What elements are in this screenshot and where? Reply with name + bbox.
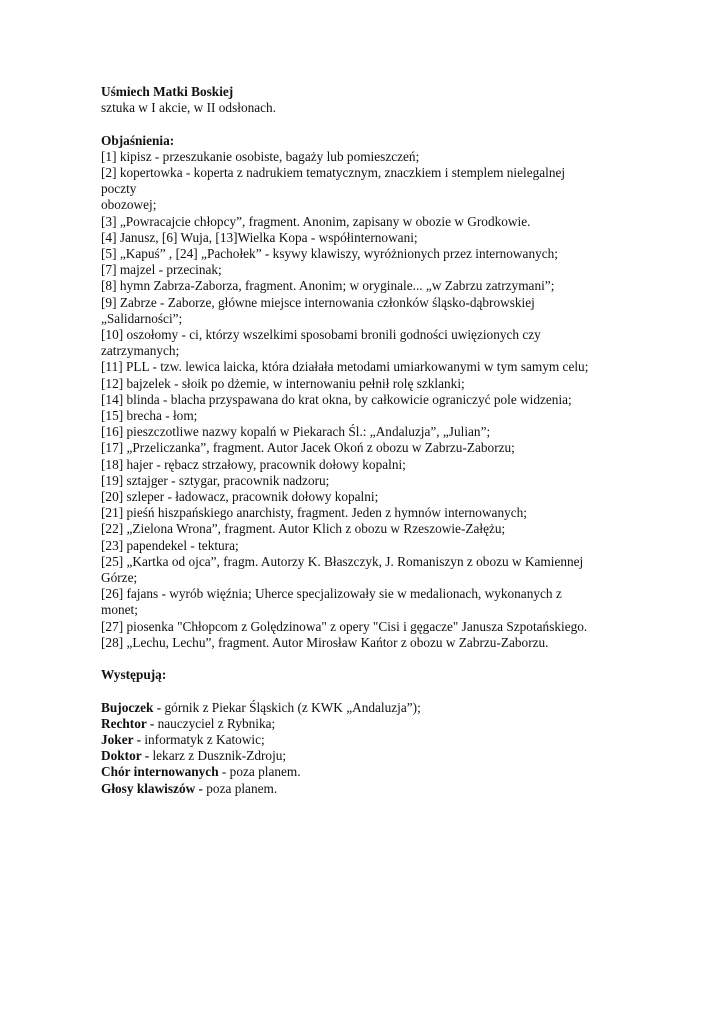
spacer [101, 651, 661, 667]
character-name: Bujoczek - [101, 699, 162, 715]
cast-entry [101, 716, 661, 732]
cast-entry [101, 732, 661, 748]
note-line: [9] Zabrze - Zaborze, główne miejsce internowania członków śląsko-dąbrowskiej [101, 294, 535, 310]
play-title: Uśmiech Matki Boskiej [101, 84, 234, 99]
note-line: [19] sztajger - sztygar, pracownik nadzoru; [101, 472, 330, 488]
note-line: Górze; [101, 570, 138, 586]
note-line: [10] oszołomy - ci, którzy wszelkimi sposobami bronili godności uwięzionych czy [101, 327, 541, 343]
note-line: [11] PLL - tzw. lewica laicka, która działała metodami umiarkowanymi w tym samym celu; [101, 359, 589, 375]
note-line: [3] „Powracajcie chłopcy”, fragment. Anonim, zapisany w obozie w Grodkowie. [101, 213, 531, 229]
play-subtitle: sztuka w I akcie, w II odsłonach. [101, 100, 277, 116]
cast-entry [101, 781, 661, 797]
spacer [101, 116, 661, 132]
note-line: [22] „Zielona Wrona”, fragment. Autor Klich z obozu w Rzeszowie-Załężu; [101, 521, 506, 537]
note-line: [28] „Lechu, Lechu”, fragment. Autor Mirosław Kańtor z obozu w Zabrzu-Zaborzu. [101, 634, 549, 650]
note-line: [12] bajzelek - słoik po dżemie, w internowaniu pełnił rolę szklanki; [101, 375, 465, 391]
cast-entry [101, 764, 661, 780]
spacer [101, 683, 661, 699]
cast-entry [101, 700, 661, 716]
note-line: monet; [101, 602, 138, 618]
note-line: [23] papendekel - tektura; [101, 537, 239, 553]
note-line: obozowej; [101, 197, 157, 213]
note-line: [25] „Kartka od ojca”, fragm. Autorzy K. Błaszczyk, J. Romaniszyn z obozu w Kamiennej [101, 553, 584, 569]
character-name: Doktor - [101, 748, 150, 764]
note-line: [16] pieszczotliwe nazwy kopalń w Piekarach Śl.: „Andaluzja”, „Julian”; [101, 424, 491, 440]
notes-heading: Objaśnienia: [101, 132, 175, 148]
note-line: [18] hajer - rębacz strzałowy, pracownik dołowy kopalni; [101, 456, 406, 472]
note-line: [17] „Przeliczanka”, fragment. Autor Jacek Okoń z obozu w Zabrzu-Zaborzu; [101, 440, 515, 456]
note-line: [8] hymn Zabrza-Zaborza, fragment. Anonim; w oryginale... „w Zabrzu zatrzymani”; [101, 278, 555, 294]
note-line: [7] majzel - przecinak; [101, 262, 222, 278]
note-line: [20] szleper - ładowacz, pracownik dołowy kopalni; [101, 489, 379, 505]
character-description: informatyk z Katowic; [141, 732, 265, 748]
character-description: - poza planem. [218, 764, 301, 780]
note-line: [4] Janusz, [6] Wuja, [13]Wielka Kopa - współinternowani; [101, 229, 418, 245]
cast-list [101, 700, 661, 797]
note-line: [14] blinda - blacha przyspawana do krat okna, by całkowicie ograniczyć pole widzenia; [101, 391, 572, 407]
character-description: górnik z Piekar Śląskich (z KWK „Andaluzja”); [161, 699, 421, 715]
note-line: [2] kopertowka - koperta z nadrukiem tematycznym, znaczkiem i stemplem nielegalnej [101, 165, 566, 180]
note-line: [1] kipisz - przeszukanie osobiste, bagaży lub pomieszczeń; [101, 148, 420, 164]
note-line: poczty [101, 181, 137, 197]
note-line: [26] fajans - wyrób więźnia; Uherce specjalizowały sie w medalionach, wykonanych z [101, 586, 562, 602]
note-line: [15] brecha - łom; [101, 408, 198, 424]
note-line: [21] pieśń hiszpańskiego anarchisty, fragment. Jeden z hymnów internowanych; [101, 505, 527, 521]
cast-entry [101, 748, 661, 764]
note-line: „Salidarności”; [101, 310, 183, 326]
character-name: Głosy klawiszów - [101, 780, 203, 796]
character-name: Joker - [101, 732, 142, 748]
character-name: Chór internowanych [101, 764, 219, 780]
note-line: [5] „Kapuś” , [24] „Pachołek” - ksywy klawiszy, wyróżnionych przez internowanych; [101, 246, 558, 262]
notes-list [101, 149, 661, 651]
character-description: poza planem. [202, 780, 278, 796]
note-line: [27] piosenka "Chłopcom z Golędzinowa" z opery "Cisi i gęgacze" Janusza Szpotańskiego. [101, 618, 588, 634]
character-name: Rechtor - [101, 715, 155, 731]
character-description: nauczyciel z Rybnika; [154, 715, 276, 731]
cast-heading: Występują: [101, 667, 167, 683]
document-body [101, 84, 661, 797]
character-description: lekarz z Dusznik-Zdroju; [149, 748, 287, 764]
note-line: zatrzymanych; [101, 343, 180, 359]
